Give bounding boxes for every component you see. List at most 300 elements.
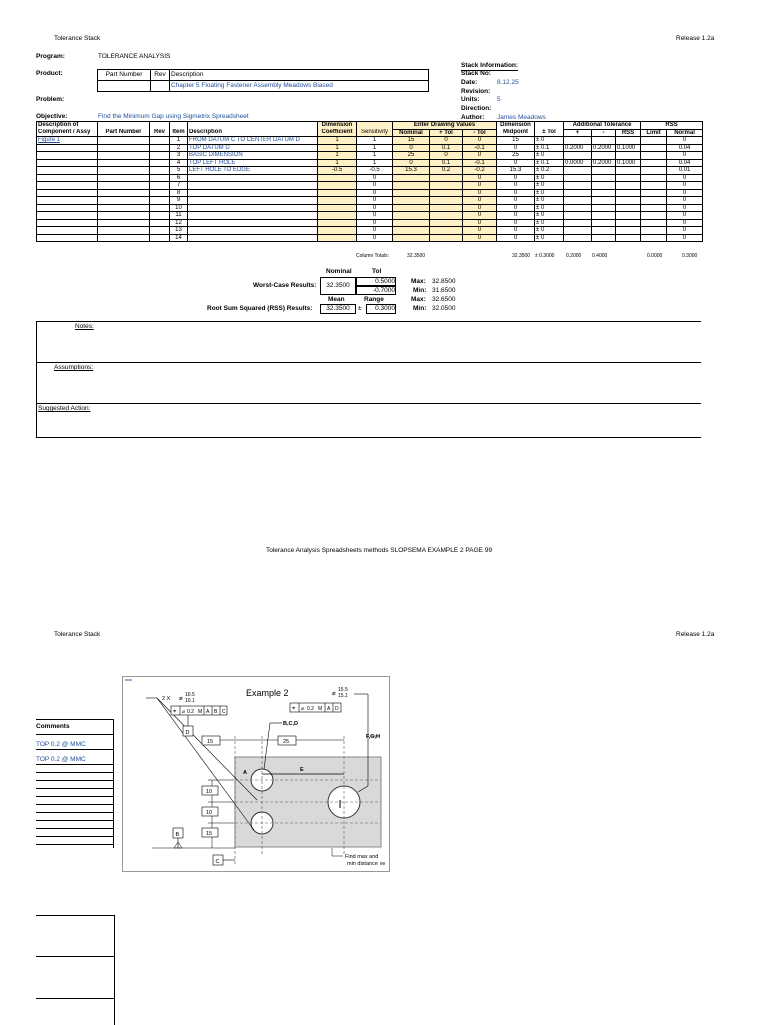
cell-ptol: 0 xyxy=(430,152,463,160)
cell-norm: 0 xyxy=(667,189,703,197)
cell-comp xyxy=(37,152,98,160)
release-label: Release 1.2a xyxy=(676,35,715,42)
cell-mid: 0 xyxy=(497,234,535,242)
rss-min-label: Min: xyxy=(413,305,427,312)
cell-mtol: 0 xyxy=(463,227,497,235)
cell-mtol: -0.2 xyxy=(463,167,497,175)
product-label: Product: xyxy=(36,70,63,77)
header-enter-drawing-values: Enter Drawing Values xyxy=(393,122,497,130)
cell-ar xyxy=(616,219,641,227)
cell-ar xyxy=(616,234,641,242)
program-value: TOLERANCE ANALYSIS xyxy=(98,53,171,60)
cell-coef xyxy=(318,204,357,212)
svg-text:⌀: ⌀ xyxy=(179,696,183,702)
cell-am xyxy=(592,152,616,160)
cell-empty xyxy=(150,227,170,235)
cell-mtol: 0 xyxy=(463,182,497,190)
cell-nom xyxy=(393,174,430,182)
fcf-left-ref-c: C xyxy=(222,709,226,715)
comments-header: Comments xyxy=(36,719,114,735)
product-description-header: Description xyxy=(170,70,429,81)
cell-ar xyxy=(616,189,641,197)
rss-pm: ± xyxy=(358,305,362,312)
comments-table xyxy=(36,719,114,845)
total-normal: 0.3000 xyxy=(682,253,698,259)
datum-c-label: C xyxy=(215,859,220,865)
fcf-left-tol: 0.2 xyxy=(187,709,194,715)
total-pm-tol: ± 0.3000 xyxy=(535,253,555,259)
cell-lim xyxy=(641,219,667,227)
cell-norm: 0 xyxy=(667,174,703,182)
fcf-left-ref-b: B xyxy=(214,709,218,715)
cell-desc xyxy=(188,227,318,235)
cell-mid: 0 xyxy=(497,174,535,182)
cell-pm: ± 0 xyxy=(535,227,564,235)
cell-item: 5 xyxy=(170,167,188,175)
cell-item: 7 xyxy=(170,182,188,190)
cell-am: 0.2000 xyxy=(592,144,616,152)
worst-case-label: Worst-Case Results: xyxy=(253,282,317,289)
cell-sens: 0 xyxy=(357,189,393,197)
cell-ptol: 0.1 xyxy=(430,159,463,167)
cell-sens: 1 xyxy=(357,137,393,145)
cell-ar xyxy=(616,137,641,145)
cell-pm: ± 0 xyxy=(535,204,564,212)
big-dia-bottom: 15.1 xyxy=(338,693,348,699)
cell-empty xyxy=(150,167,170,175)
cell-norm: 0 xyxy=(667,212,703,220)
cell-mid: 0 xyxy=(497,212,535,220)
figure-note-line2: min distance xyxy=(347,861,378,867)
cell-am xyxy=(592,137,616,145)
cell-empty xyxy=(98,197,150,205)
cell-norm: 0.04 xyxy=(667,144,703,152)
cell-lim xyxy=(641,227,667,235)
header-add-minus: - xyxy=(592,129,616,137)
cell-norm: 0.04 xyxy=(667,159,703,167)
cell-desc xyxy=(188,182,318,190)
cell-ar xyxy=(616,197,641,205)
cell-pm: ± 0 xyxy=(535,234,564,242)
cell-pm: ± 0 xyxy=(535,219,564,227)
svg-text:⌀: ⌀ xyxy=(182,709,186,715)
cell-lim xyxy=(641,189,667,197)
figure-title: Example 2 xyxy=(246,688,289,698)
cell-nom xyxy=(393,227,430,235)
rss-mean: 32.3500 xyxy=(320,304,356,314)
cell-comp xyxy=(37,234,98,242)
cell-mtol: 0 xyxy=(463,212,497,220)
cell-ptol: 0 xyxy=(430,137,463,145)
cell-sens: 1 xyxy=(357,152,393,160)
cell-ar xyxy=(616,174,641,182)
program-label: Program: xyxy=(36,53,65,60)
rss-max-label: Max: xyxy=(411,296,426,303)
cell-sens: 0 xyxy=(357,219,393,227)
cell-sens: 1 xyxy=(357,159,393,167)
cell-mtol: 0 xyxy=(463,137,497,145)
fcf-left-ref-a: A xyxy=(206,709,210,715)
cell-desc xyxy=(188,197,318,205)
cell-coef xyxy=(318,227,357,235)
figure-note-line1: Find max and xyxy=(345,854,379,860)
dim-10-a: 10 xyxy=(206,789,213,795)
cell-item: 11 xyxy=(170,212,188,220)
cell-coef xyxy=(318,234,357,242)
cell-empty xyxy=(98,227,150,235)
cell-comp xyxy=(37,197,98,205)
cell-lim xyxy=(641,234,667,242)
cell-mtol: -0.1 xyxy=(463,159,497,167)
cell-nom: 0 xyxy=(393,144,430,152)
stack-info-list xyxy=(461,70,546,123)
cell-sens: 0 xyxy=(357,204,393,212)
cell-ap: 0.0000 xyxy=(564,159,592,167)
cell-empty xyxy=(98,152,150,160)
notes-top-border xyxy=(36,321,701,322)
header-rev: Rev xyxy=(150,129,170,137)
cell-norm: 0 xyxy=(667,227,703,235)
cell-empty xyxy=(150,219,170,227)
cell-empty xyxy=(98,167,150,175)
cell-norm: 0 xyxy=(667,219,703,227)
cell-ap xyxy=(564,152,592,160)
cell-sens: 1 xyxy=(357,144,393,152)
cell-norm: 0 xyxy=(667,182,703,190)
comments-right-border xyxy=(113,719,114,848)
hole-dia-top: 10.5 xyxy=(185,692,195,698)
cell-desc: TOP DATUM D xyxy=(188,144,318,152)
cell-comp xyxy=(37,204,98,212)
cell-coef xyxy=(318,219,357,227)
cell-pm: ± 0 xyxy=(535,189,564,197)
suggested-action-label: Suggested Action: xyxy=(38,405,91,412)
cell-ap xyxy=(564,167,592,175)
cell-sens: -0.5 xyxy=(357,167,393,175)
header-pm-tol: ± Tol xyxy=(535,129,564,137)
cell-mid: 0 xyxy=(497,159,535,167)
objective-label: Objective: xyxy=(36,113,68,120)
table-row xyxy=(37,212,703,220)
dim-25: 25 xyxy=(283,739,290,745)
cell-ptol xyxy=(430,204,463,212)
stack-info-row: Revision: xyxy=(461,87,491,95)
cell-pm: ± 0.2 xyxy=(535,167,564,175)
assumptions-label: Assumptions: xyxy=(54,364,94,371)
table-row xyxy=(37,167,703,175)
cell-lim xyxy=(641,167,667,175)
cell-desc xyxy=(188,204,318,212)
rss-max-value: 32.6500 xyxy=(432,296,456,303)
svg-text:⌀: ⌀ xyxy=(332,691,336,697)
cell-coef: 1 xyxy=(318,159,357,167)
datum-d-label: D xyxy=(185,730,190,736)
worst-max-label: Max: xyxy=(411,278,426,285)
table-row xyxy=(37,159,703,167)
cell-lim xyxy=(641,159,667,167)
dim-15-left: 15 xyxy=(206,831,213,837)
cell-empty xyxy=(150,234,170,242)
page2-release: Release 1.2a xyxy=(676,631,715,638)
cell-mtol: 0 xyxy=(463,234,497,242)
cell-coef xyxy=(318,189,357,197)
table-row xyxy=(37,144,703,152)
cell-mid: 0 xyxy=(497,144,535,152)
worst-max-value: 32.8500 xyxy=(432,278,456,285)
cell-empty xyxy=(150,152,170,160)
cell-lim xyxy=(641,137,667,145)
dim-10-b: 10 xyxy=(206,810,213,816)
cell-item: 2 xyxy=(170,144,188,152)
cell-am xyxy=(592,182,616,190)
cell-empty xyxy=(98,159,150,167)
objective-value: Find the Minimum Gap using Sigmetrix Spreadsheet xyxy=(98,113,249,120)
cell-ar xyxy=(616,204,641,212)
cell-comp xyxy=(37,189,98,197)
header-description: Description xyxy=(188,129,318,137)
cell-ap xyxy=(564,182,592,190)
cell-ptol xyxy=(430,174,463,182)
svg-text:⌖: ⌖ xyxy=(173,709,177,715)
cell-coef xyxy=(318,182,357,190)
cell-comp: Figure 1 xyxy=(37,137,98,145)
cell-desc: TOP LEFT HOLE xyxy=(188,159,318,167)
table-row xyxy=(37,219,703,227)
product-part-number-header: Part Number xyxy=(98,70,151,81)
header-description-of: Description of xyxy=(37,122,98,130)
table-row xyxy=(37,182,703,190)
cell-mid: 25 xyxy=(497,152,535,160)
notes-left-border xyxy=(36,321,37,438)
cell-ptol xyxy=(430,197,463,205)
cell-comp xyxy=(37,167,98,175)
header-additional-tolerance: Additional Tolerance xyxy=(564,122,641,130)
cell-pm: ± 0 xyxy=(535,174,564,182)
cell-comp xyxy=(37,144,98,152)
cell-empty xyxy=(98,174,150,182)
cell-nom xyxy=(393,204,430,212)
cell-lim xyxy=(641,197,667,205)
cell-empty xyxy=(98,204,150,212)
header-rss: RSS xyxy=(641,122,703,130)
cell-coef: 1 xyxy=(318,144,357,152)
figure-corner-mark xyxy=(125,679,132,681)
cell-desc xyxy=(188,174,318,182)
cell-empty xyxy=(150,174,170,182)
total-add-minus: 0.4000 xyxy=(592,253,608,259)
cell-nom xyxy=(393,197,430,205)
fcf-left-modifier: M xyxy=(198,709,203,715)
cell-am xyxy=(592,167,616,175)
cell-ap xyxy=(564,227,592,235)
worst-case-plus-tol: 0.5000 xyxy=(356,277,396,286)
rss-range-header: Range xyxy=(364,296,384,303)
stack-info-heading: Stack Information: xyxy=(461,62,519,69)
product-part-number xyxy=(98,81,151,92)
cell-ap xyxy=(564,189,592,197)
cell-ap xyxy=(564,212,592,220)
cell-mid: 15.3 xyxy=(497,167,535,175)
cell-ap xyxy=(564,234,592,242)
cell-nom: 25 xyxy=(393,152,430,160)
cell-lim xyxy=(641,182,667,190)
cell-norm: 0 xyxy=(667,234,703,242)
worst-case-nominal: 32.3500 xyxy=(320,277,356,295)
cell-mid: 0 xyxy=(497,197,535,205)
page2-title: Tolerance Stack xyxy=(54,631,101,638)
cell-desc: FROM DATUM C TO CENTER DATUM D xyxy=(188,137,318,145)
cell-desc xyxy=(188,212,318,220)
worst-min-label: Min: xyxy=(413,287,427,294)
cell-mid: 0 xyxy=(497,227,535,235)
stack-info-row: Date: 8.12.25 xyxy=(461,78,519,86)
cell-nom xyxy=(393,182,430,190)
cell-item: 6 xyxy=(170,174,188,182)
cell-comp xyxy=(37,159,98,167)
header-item: Item xyxy=(170,129,188,137)
cell-norm: 0 xyxy=(667,197,703,205)
fcf-right xyxy=(290,703,341,712)
cell-empty xyxy=(98,137,150,145)
cell-item: 1 xyxy=(170,137,188,145)
cell-ptol xyxy=(430,182,463,190)
header-dimension-midpoint-1: Dimension xyxy=(497,122,535,130)
product-table xyxy=(97,69,429,92)
cell-comp xyxy=(37,227,98,235)
cell-ap: 0.2000 xyxy=(564,144,592,152)
cell-pm: ± 0.1 xyxy=(535,159,564,167)
cell-ptol xyxy=(430,227,463,235)
table-row xyxy=(37,204,703,212)
cell-empty xyxy=(98,182,150,190)
cell-ptol: 0.2 xyxy=(430,167,463,175)
cell-nom xyxy=(393,234,430,242)
results-nominal-header: Nominal xyxy=(326,268,352,275)
cell-desc: BASIC DIMENSION xyxy=(188,152,318,160)
cell-am xyxy=(592,174,616,182)
cell-am xyxy=(592,197,616,205)
rss-results-label: Root Sum Squared (RSS) Results: xyxy=(207,305,313,312)
cell-ap xyxy=(564,137,592,145)
comment-item: TOP 0.2 @ MMC xyxy=(36,756,114,765)
total-add-plus: 0.2000 xyxy=(566,253,582,259)
cell-empty xyxy=(150,137,170,145)
cell-ar xyxy=(616,212,641,220)
cell-ap xyxy=(564,219,592,227)
cell-sens: 0 xyxy=(357,197,393,205)
label-a: A xyxy=(243,770,247,776)
cell-item: 10 xyxy=(170,204,188,212)
column-totals-label: Column Totals: xyxy=(356,253,389,259)
cell-coef: -0.5 xyxy=(318,167,357,175)
cell-comp xyxy=(37,219,98,227)
cell-empty xyxy=(150,182,170,190)
cell-am xyxy=(592,212,616,220)
product-rev xyxy=(151,81,170,92)
cell-empty xyxy=(150,204,170,212)
cell-pm: ± 0 xyxy=(535,137,564,145)
product-description: Chapter 5 Floating Fastener Assembly Meadows Biased xyxy=(170,81,429,92)
figure-page-number: 99 xyxy=(380,861,386,866)
cell-sens: 0 xyxy=(357,227,393,235)
header-plus-tol: + Tol xyxy=(430,129,463,137)
cell-desc xyxy=(188,234,318,242)
table-row xyxy=(37,234,703,242)
cell-lim xyxy=(641,144,667,152)
worst-min-value: 31.6500 xyxy=(432,287,456,294)
header-dimension-midpoint-2: Midpoint xyxy=(497,129,535,137)
header-nominal: Nominal xyxy=(393,129,430,137)
example-2-figure xyxy=(122,676,390,872)
cell-desc xyxy=(188,189,318,197)
cell-ap xyxy=(564,174,592,182)
stack-info-row: Stack No: xyxy=(461,70,491,77)
cell-norm: 0.01 xyxy=(667,167,703,175)
cell-norm: 0 xyxy=(667,137,703,145)
fcf-right-tol: 0.2 xyxy=(307,706,314,712)
cell-mtol: 0 xyxy=(463,189,497,197)
total-nominal: 32.3500 xyxy=(407,253,426,259)
cell-ptol xyxy=(430,212,463,220)
cell-pm: ± 0 xyxy=(535,197,564,205)
label-e: E xyxy=(300,767,304,773)
header-coefficient: Coefficient xyxy=(318,129,357,137)
cell-lim xyxy=(641,174,667,182)
header-part-number: Part Number xyxy=(98,129,150,137)
cell-item: 12 xyxy=(170,219,188,227)
cell-mid: 0 xyxy=(497,204,535,212)
header-add-rss: RSS xyxy=(616,129,641,137)
cell-pm: ± 0.1 xyxy=(535,144,564,152)
cell-coef xyxy=(318,212,357,220)
cell-pm: ± 0 xyxy=(535,182,564,190)
cell-sens: 0 xyxy=(357,234,393,242)
cell-norm: 0 xyxy=(667,204,703,212)
cell-mtol: 0 xyxy=(463,197,497,205)
hole-count: 2 X xyxy=(162,696,171,702)
cell-empty xyxy=(150,189,170,197)
cell-nom: 15 xyxy=(393,137,430,145)
cell-ar xyxy=(616,182,641,190)
cell-ar: 0.1000 xyxy=(616,159,641,167)
cell-desc xyxy=(188,219,318,227)
cell-comp xyxy=(37,174,98,182)
dim-15-top: 15 xyxy=(207,739,214,745)
header-component: Component / Assy xyxy=(37,129,98,137)
cell-empty xyxy=(98,212,150,220)
cell-mid: 0 xyxy=(497,219,535,227)
cell-mid: 0 xyxy=(497,182,535,190)
results-tol-header: Tol xyxy=(372,268,382,275)
cell-nom: 0 xyxy=(393,159,430,167)
total-limit: 0.0000 xyxy=(647,253,663,259)
label-fgh: F,G,H xyxy=(365,734,380,740)
cell-lim xyxy=(641,204,667,212)
notes-label: Notes: xyxy=(75,323,94,330)
cell-desc: LEFT HOLE TO EDGE xyxy=(188,167,318,175)
cell-am xyxy=(592,227,616,235)
rss-mean-header: Mean xyxy=(328,296,345,303)
stack-info-row: Direction: xyxy=(461,105,492,113)
table-row xyxy=(37,174,703,182)
cell-empty xyxy=(98,144,150,152)
cell-comp xyxy=(37,212,98,220)
cell-ar xyxy=(616,227,641,235)
cell-ar xyxy=(616,167,641,175)
cell-lim xyxy=(641,152,667,160)
cell-sens: 0 xyxy=(357,174,393,182)
comment-item: TOP 0.2 @ MMC xyxy=(36,741,114,750)
